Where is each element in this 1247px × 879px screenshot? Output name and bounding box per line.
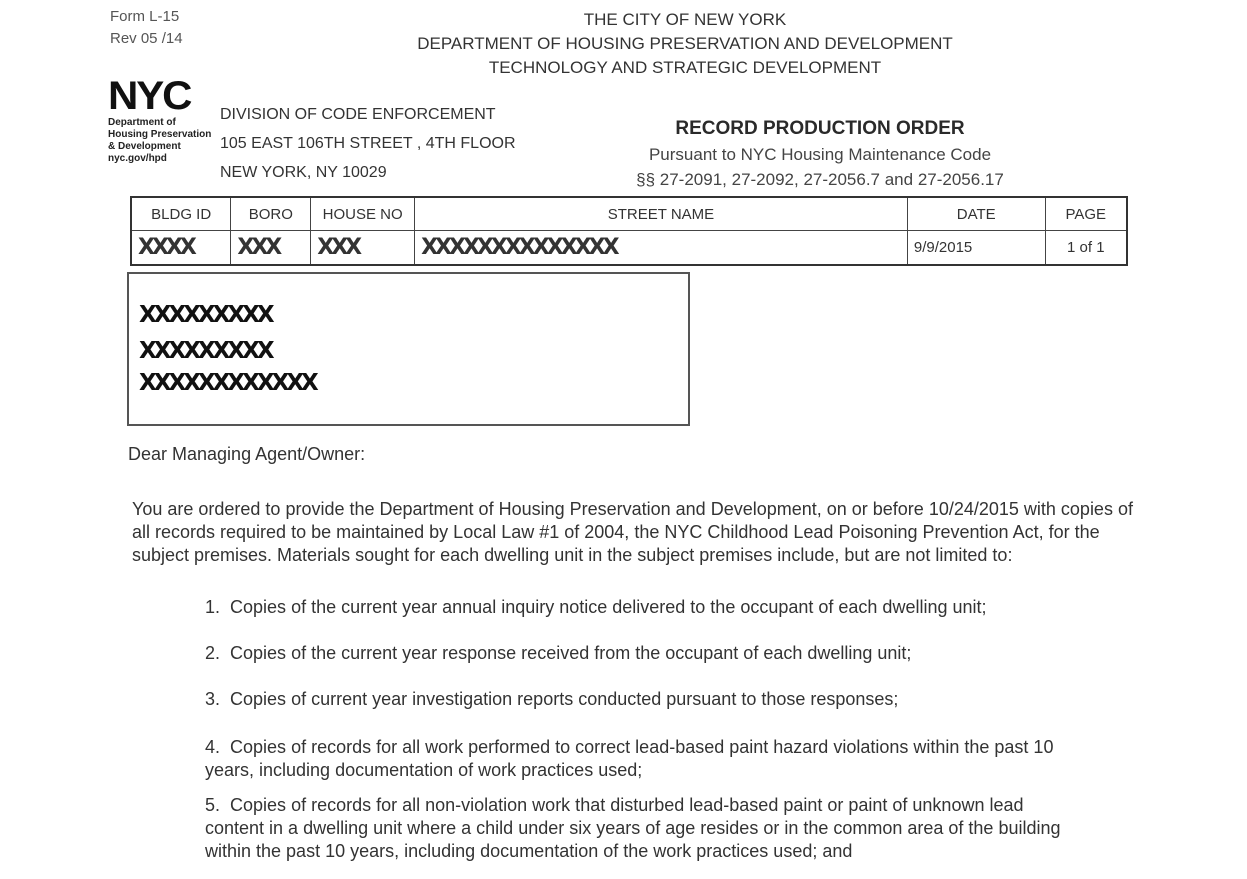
list-item: [205, 688, 1085, 711]
header-boro: BORO: [231, 197, 311, 231]
header-bldg-id: BLDG ID: [131, 197, 231, 231]
recipient-address-line: XXXXXXXXX: [139, 338, 272, 364]
order-subtitle: Pursuant to NYC Housing Maintenance Code: [648, 145, 992, 164]
list-item: [205, 642, 1085, 665]
header-page: PAGE: [1045, 197, 1127, 231]
logo-caption-line: Department of: [108, 117, 176, 128]
list-item-number: 2.: [205, 643, 221, 663]
date-value: 9/9/2015: [907, 231, 1045, 266]
logo-caption: [108, 117, 228, 165]
page-value: 1 of 1: [1045, 231, 1127, 266]
salutation: Dear Managing Agent/Owner:: [128, 444, 366, 464]
list-item-text: Copies of records for all work performed to correct lead-based paint hazard violations within the past 10 years, including documentation of work practices used;: [205, 737, 1054, 780]
list-item: [205, 736, 1085, 782]
form-id-block: [110, 6, 183, 50]
form-number: Form L-15: [110, 8, 180, 25]
recipient-address-line: XXXXXXXXX: [139, 302, 272, 328]
list-item-number: 1.: [205, 597, 221, 617]
order-code-sections: §§ 27-2091, 27-2092, 27-2056.7 and 27-2056.17: [636, 170, 1004, 189]
hpd-logo: [108, 74, 228, 165]
logo-caption-line: Housing Preservation: [108, 129, 212, 140]
order-heading: [590, 116, 1050, 192]
building-info-table: [130, 196, 1128, 266]
logo-caption-line: nyc.gov/hpd: [108, 153, 167, 164]
list-item-number: 5.: [205, 795, 221, 815]
recipient-address-line: XXXXXXXXXXXX: [139, 370, 316, 396]
list-item-number: 4.: [205, 737, 221, 757]
logo-caption-line: & Development: [108, 141, 181, 152]
list-item-text: Copies of records for all non-violation work that disturbed lead-based paint or paint of unknown lead content in a dwelling unit where a child under six years of age resides or in the common area of the building within the past 10 years, including documentation of the work practices used; and: [205, 795, 1061, 861]
header-house-no: HOUSE NO: [311, 197, 415, 231]
department-name: DEPARTMENT OF HOUSING PRESERVATION AND DEVELOPMENT: [417, 34, 953, 53]
table-header-row: [131, 197, 1127, 231]
list-item-text: Copies of the current year annual inquiry notice delivered to the occupant of each dwelling unit;: [230, 597, 987, 617]
list-item-text: Copies of the current year response received from the occupant of each dwelling unit;: [230, 643, 912, 663]
table-row: [131, 231, 1127, 266]
office-name: TECHNOLOGY AND STRATEGIC DEVELOPMENT: [488, 58, 882, 77]
agency-header: [380, 8, 990, 80]
order-title: RECORD PRODUCTION ORDER: [675, 118, 965, 139]
bldg-id-value: XXXX: [131, 231, 231, 266]
recipient-address-box: [127, 272, 690, 426]
list-item: [205, 794, 1085, 863]
header-street-name: STREET NAME: [415, 197, 908, 231]
nyc-logo-mark: NYC: [108, 74, 191, 118]
form-revision: Rev 05 /14: [110, 30, 183, 47]
list-item-text: Copies of current year investigation reports conducted pursuant to those responses;: [230, 689, 899, 709]
division-address: [220, 100, 516, 187]
division-city: NEW YORK, NY 10029: [220, 164, 387, 181]
division-name: DIVISION OF CODE ENFORCEMENT: [220, 106, 496, 123]
street-name-value: XXXXXXXXXXXXXX: [415, 231, 908, 266]
boro-value: XXX: [231, 231, 311, 266]
city-name: THE CITY OF NEW YORK: [583, 10, 787, 29]
list-item: [205, 596, 1085, 619]
list-item-number: 3.: [205, 689, 221, 709]
intro-paragraph: You are ordered to provide the Department of Housing Preservation and Development, on or before 10/24/2015 with copies of all records required to be maintained by Local Law #1 of 2004, the NYC Childhood Lead Poisoning Prevention Act, for the subject premises. Materials sought for each dwelling unit in the subject premises include, but are not limited to:: [132, 499, 1133, 565]
division-street: 105 EAST 106TH STREET , 4TH FLOOR: [220, 135, 516, 152]
house-no-value: XXX: [311, 231, 415, 266]
header-date: DATE: [907, 197, 1045, 231]
